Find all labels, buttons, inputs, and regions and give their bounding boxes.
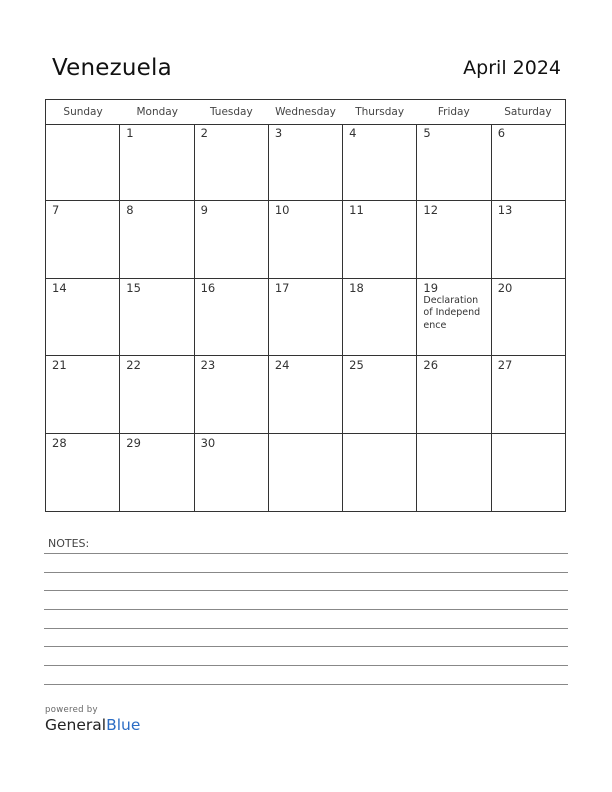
day-cell-29: [120, 434, 194, 511]
calendar-grid: [45, 99, 566, 512]
empty-day-cell: [492, 434, 565, 511]
note-line: [44, 646, 568, 647]
day-cell-10: [269, 201, 343, 277]
day-number: 26: [423, 358, 439, 373]
weekday-friday: Friday: [437, 106, 470, 118]
weekday-header-row: [46, 100, 565, 125]
day-cell-30: [195, 434, 269, 511]
week-row: [46, 201, 565, 278]
day-number: 11: [349, 203, 364, 218]
day-cell-17: [269, 279, 343, 355]
day-cell-22: [120, 356, 194, 432]
day-number: 30: [200, 435, 216, 450]
day-number: 20: [497, 280, 513, 295]
day-cell-4: [343, 124, 417, 200]
week-row: [46, 124, 565, 201]
week-row: [46, 279, 565, 356]
day-number: 24: [274, 358, 290, 373]
day-number: 4: [349, 126, 357, 140]
day-number: 28: [52, 435, 67, 450]
brand-footer: [45, 705, 140, 734]
weekday-thursday: Thursday: [355, 106, 405, 118]
day-number: 1: [126, 126, 134, 140]
day-number: 27: [497, 358, 513, 373]
week-row: [46, 434, 565, 511]
day-cell-25: [343, 356, 417, 432]
weekday-monday: Monday: [136, 106, 178, 118]
day-cell-24: [269, 356, 343, 432]
note-line: [44, 553, 568, 554]
generalblue-logo: [45, 716, 140, 734]
empty-day-cell: [269, 434, 343, 511]
day-cell-5: [417, 124, 491, 200]
day-cell-21: [46, 356, 120, 432]
week-row: [46, 356, 565, 433]
note-line: [44, 665, 568, 666]
note-line: [44, 628, 568, 629]
day-number: 22: [126, 358, 141, 373]
empty-day-cell: [46, 124, 120, 200]
day-number: 12: [423, 203, 439, 218]
day-cell-11: [343, 201, 417, 277]
day-number: 14: [52, 280, 67, 295]
day-number: 29: [126, 435, 141, 450]
day-number: 3: [274, 126, 283, 140]
day-number: 21: [52, 358, 67, 373]
day-number: 16: [200, 280, 216, 295]
day-number: 8: [126, 203, 134, 218]
note-line: [44, 572, 568, 573]
day-cell-13: [492, 201, 565, 277]
weekday-tuesday: Tuesday: [209, 106, 253, 118]
day-cell-19: [417, 279, 491, 355]
day-number: 23: [200, 358, 216, 373]
day-cell-23: [195, 356, 269, 432]
day-cell-28: [46, 434, 120, 511]
day-number: 7: [52, 203, 60, 218]
day-cell-16: [195, 279, 269, 355]
empty-day-cell: [417, 434, 491, 511]
day-cell-27: [492, 356, 565, 432]
logo-part-blue: Blue: [106, 716, 141, 734]
day-cell-1: [120, 124, 194, 200]
holiday-label: Declaration of Independence: [423, 294, 481, 331]
day-number: 5: [423, 126, 431, 140]
weekday-saturday: Saturday: [504, 106, 552, 118]
day-number: 6: [497, 126, 506, 140]
day-number: 9: [200, 203, 208, 218]
weekday-wednesday: Wednesday: [275, 106, 336, 118]
day-number: 13: [497, 203, 513, 218]
powered-by-text: powered by: [45, 705, 98, 715]
day-cell-8: [120, 201, 194, 277]
day-number: 25: [349, 358, 364, 373]
day-cell-3: [269, 124, 343, 200]
day-number: 17: [274, 280, 290, 295]
day-number: 18: [349, 280, 364, 295]
country-title: Venezuela: [52, 55, 172, 81]
month-title: April 2024: [463, 57, 561, 79]
day-cell-26: [417, 356, 491, 432]
empty-day-cell: [343, 434, 417, 511]
day-cell-6: [492, 124, 565, 200]
day-cell-18: [343, 279, 417, 355]
notes-label: NOTES:: [48, 537, 90, 550]
day-cell-20: [492, 279, 565, 355]
day-cell-9: [195, 201, 269, 277]
day-cell-7: [46, 201, 120, 277]
day-number: 15: [126, 280, 141, 295]
weekday-sunday: Sunday: [63, 106, 103, 118]
day-cell-14: [46, 279, 120, 355]
day-cell-12: [417, 201, 491, 277]
note-line: [44, 684, 568, 685]
day-number: 2: [200, 126, 208, 140]
logo-part-general: General: [45, 716, 107, 734]
note-line: [44, 590, 568, 591]
day-cell-2: [195, 124, 269, 200]
day-grid: [46, 124, 565, 511]
day-number: 19: [423, 280, 439, 295]
day-number: 10: [274, 203, 290, 218]
note-line: [44, 609, 568, 610]
day-cell-15: [120, 279, 194, 355]
